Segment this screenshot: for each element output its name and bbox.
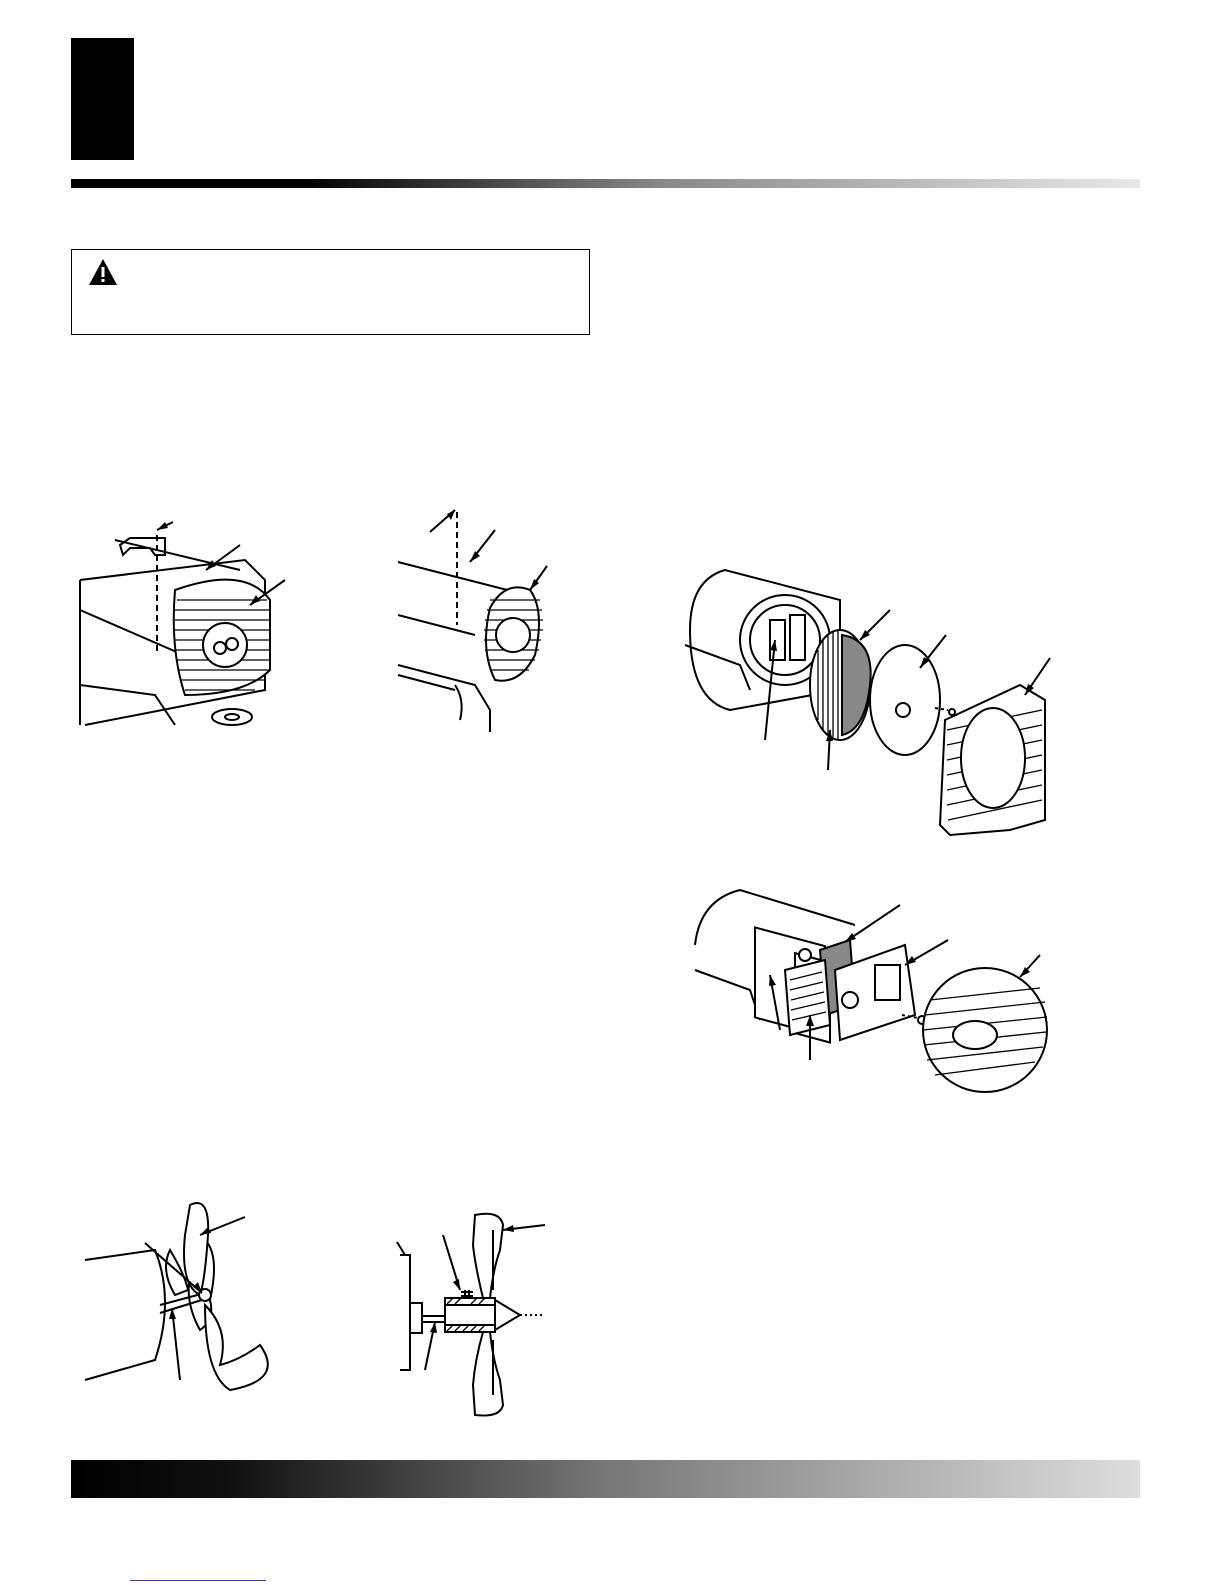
fan-section-figure — [395, 1210, 560, 1420]
filter-exploded-figure-b — [690, 880, 1060, 1115]
heater-figure-a — [75, 510, 300, 735]
warning-box — [71, 249, 590, 335]
warning-triangle-icon — [87, 257, 119, 287]
section-tab — [71, 38, 134, 160]
heater-figure-b — [395, 500, 560, 735]
footer-bar — [71, 1460, 1140, 1498]
filter-exploded-figure-a — [680, 560, 1070, 850]
footer-link-underline[interactable] — [130, 1580, 266, 1581]
fan-blade-figure — [80, 1195, 285, 1415]
header-rule — [71, 179, 1140, 188]
